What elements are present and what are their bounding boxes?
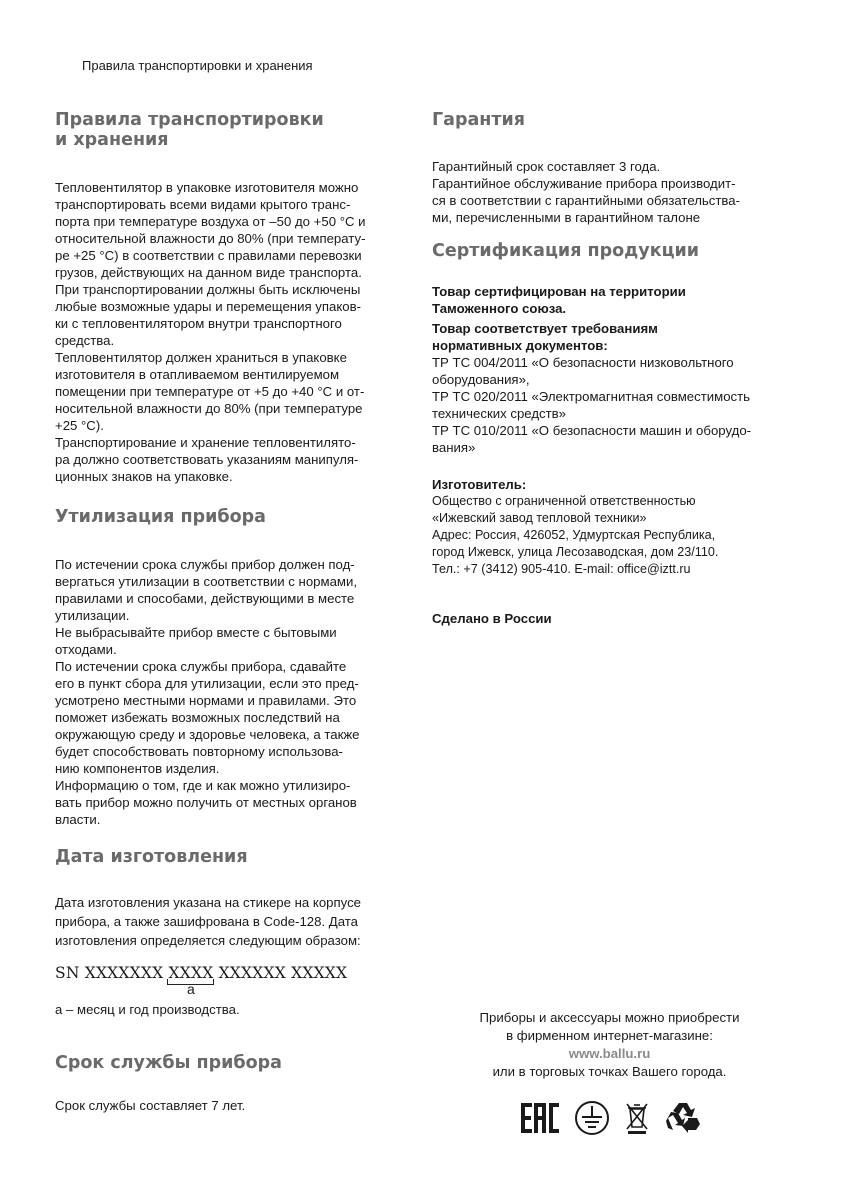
ground-symbol-icon: [574, 1100, 610, 1136]
text-line: ки с тепловентилятором внутри транспортного: [55, 316, 342, 331]
page-header: Правила транспортировки и хранения: [82, 58, 313, 73]
text-line: Общество с ограниченной ответственностью: [432, 494, 696, 508]
shop-info: [432, 1009, 787, 1081]
text-line: отходами.: [55, 642, 117, 657]
text-line: ТР ТС 010/2011 «О безопасности машин и оборудо-: [432, 423, 752, 438]
text-line: помещении при температуре от +5 до +40 °С и от-: [55, 384, 365, 399]
text-line: прибора, а также зашифрована в Code-128. Дата: [55, 914, 358, 929]
text-line: носительной влажности до 80% (при температуре: [55, 401, 363, 416]
text-line: Гарантийное обслуживание прибора производит-: [432, 176, 736, 191]
transport-heading-line1: Правила транспортировки: [55, 110, 324, 130]
text-line: ра должно соответствовать указаниям манипуля-: [55, 452, 359, 467]
warranty-text: [432, 158, 792, 226]
text-line: ТР ТС 004/2011 «О безопасности низковольтного: [432, 355, 734, 370]
text-line: При транспортировании должны быть исключены: [55, 282, 361, 297]
text-line: +25 °С).: [55, 418, 104, 433]
text-line: ре +25 °С) в соответствии с правилами перевозки: [55, 248, 362, 263]
sn-marked-segment: [168, 964, 214, 997]
text-line: вать прибор можно получить от местных органов: [55, 795, 357, 810]
text-line: Гарантийный срок составляет 3 года.: [432, 159, 661, 174]
sn-marker: a: [186, 981, 195, 997]
text-line: грузов, действующих на данном виде транспорта.: [55, 265, 362, 280]
certification-icons: [520, 1100, 702, 1136]
recycle-icon: [664, 1100, 702, 1136]
text-line: ционных знаков на упаковке.: [55, 469, 233, 484]
text-line: нормативных документов:: [432, 338, 608, 353]
sn-legend: а – месяц и год производства.: [55, 1002, 240, 1017]
text-line: Информацию о том, где и как можно утилизиро-: [55, 778, 351, 793]
text-line: Тепловентилятор в упаковке изготовителя можно: [55, 180, 359, 195]
shop-url-link[interactable]: www.ballu.ru: [568, 1046, 651, 1061]
shop-line3: или в торговых точках Вашего города.: [492, 1064, 727, 1079]
utilization-text: [55, 556, 410, 828]
text-line: изготовления определяется следующим образом:: [55, 933, 361, 948]
text-line: Тел.: +7 (3412) 905-410. E-mail: office@iztt.ru: [432, 562, 691, 576]
text-line: вания»: [432, 440, 476, 455]
text-line: нию компонентов изделия.: [55, 761, 220, 776]
text-line: утилизации.: [55, 608, 130, 623]
sn-prefix: SN XXXXXXX: [55, 964, 169, 982]
text-line: ми, перечисленными в гарантийном талоне: [432, 210, 701, 225]
text-line: поможет избежать возможных последствий на: [55, 710, 340, 725]
text-line: оборудования»,: [432, 372, 530, 387]
manufacture-date-text: [55, 893, 410, 950]
certification-text: [432, 283, 792, 456]
warranty-heading: Гарантия: [432, 110, 526, 130]
text-line: транспортировать всеми видами крытого транс-: [55, 197, 351, 212]
serial-number-format: [55, 964, 410, 997]
right-column: [432, 110, 792, 627]
text-line: окружающую среду и здоровье человека, а также: [55, 727, 360, 742]
manufacturer-block: [432, 476, 792, 578]
text-line: город Ижевск, улица Лесозаводская, дом 23/110.: [432, 545, 719, 559]
text-line: ся в соответствии с гарантийными обязательства-: [432, 193, 741, 208]
text-line: ТР ТС 020/2011 «Электромагнитная совместимость: [432, 389, 751, 404]
text-line: Не выбрасывайте прибор вместе с бытовыми: [55, 625, 337, 640]
shop-line1: Приборы и аксессуары можно приобрести: [479, 1010, 740, 1025]
text-line: Адрес: Россия, 426052, Удмуртская Республика,: [432, 528, 716, 542]
text-line: порта при температуре воздуха от –50 до +50 °С и: [55, 214, 366, 229]
crossed-bin-icon: [624, 1100, 650, 1136]
eac-mark-icon: [520, 1101, 560, 1135]
text-line: По истечении срока службы прибор должен под-: [55, 557, 355, 572]
text-line: средства.: [55, 333, 115, 348]
text-line: Товар соответствует требованиям: [432, 321, 658, 336]
text-line: Транспортирование и хранение тепловентилято-: [55, 435, 356, 450]
text-line: «Ижевский завод тепловой техники»: [432, 511, 647, 525]
sn-suffix: XXXXXX XXXXX: [213, 964, 348, 982]
transport-text: [55, 179, 410, 485]
text-line: вергаться утилизации в соответствии с нормами,: [55, 574, 358, 589]
certification-heading: Сертификация продукции: [432, 241, 700, 261]
text-line: усмотрено местными нормами и правилами. Это: [55, 693, 357, 708]
text-line: Товар сертифицирован на территории: [432, 284, 686, 299]
text-line: По истечении срока службы прибора, сдавайте: [55, 659, 347, 674]
text-line: технических средств»: [432, 406, 567, 421]
text-line: любые возможные удары и перемещения упаков-: [55, 299, 361, 314]
manufacture-date-heading: Дата изготовления: [55, 847, 248, 867]
shop-line2: в фирменном интернет-магазине:: [506, 1028, 713, 1043]
service-life-text: Срок службы составляет 7 лет.: [55, 1098, 246, 1113]
text-line: правилами и способами, действующими в месте: [55, 591, 355, 606]
text-line: Таможенного союза.: [432, 301, 567, 316]
service-life-heading: Срок службы прибора: [55, 1053, 282, 1073]
text-line: власти.: [55, 812, 101, 827]
utilization-heading: Утилизация прибора: [55, 507, 266, 527]
left-column: [55, 110, 410, 1114]
text-line: будет способствовать повторному использова-: [55, 744, 343, 759]
made-in-russia: Сделано в России: [432, 611, 552, 626]
transport-heading-line2: и хранения: [55, 130, 169, 150]
text-line: относительной влажности до 80% (при температу-: [55, 231, 366, 246]
manufacturer-heading: Изготовитель:: [432, 477, 527, 492]
text-line: Тепловентилятор должен храниться в упаковке: [55, 350, 347, 365]
text-line: Дата изготовления указана на стикере на корпусе: [55, 895, 362, 910]
text-line: изготовителя в отапливаемом вентилируемом: [55, 367, 340, 382]
sn-marked-text: XXXX: [168, 964, 214, 982]
transport-heading: [55, 110, 410, 150]
text-line: его в пункт сбора для утилизации, если это пред-: [55, 676, 359, 691]
